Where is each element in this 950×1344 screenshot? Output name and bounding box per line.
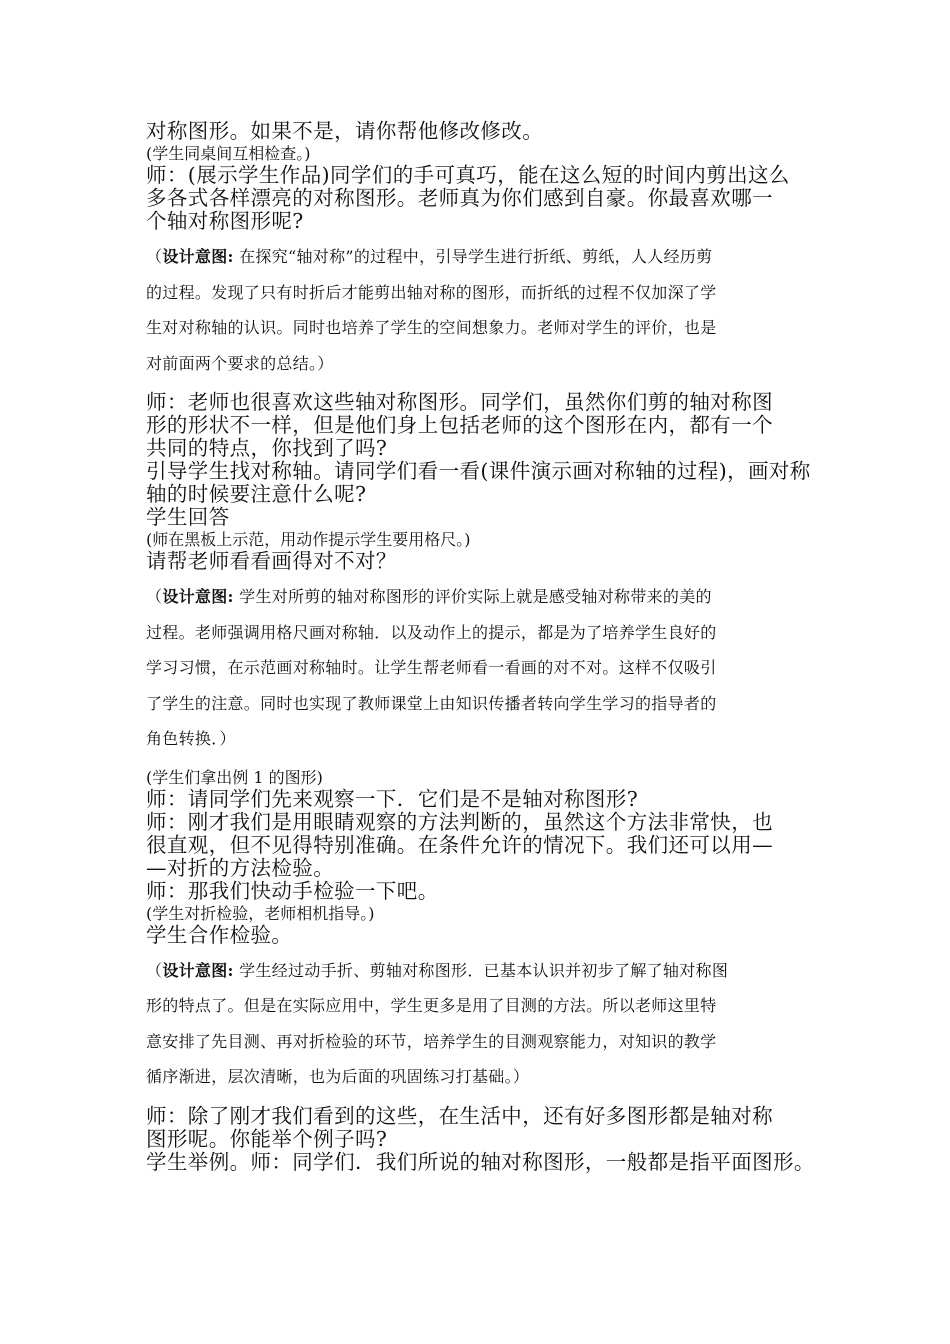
text-line: 师：那我们快动手检验一下吧。	[146, 878, 439, 903]
design-intent-label: 设计意图	[162, 960, 228, 980]
stage-direction: (学生同桌间互相检查。)	[146, 144, 311, 163]
note-line: 循序渐进，层次清晰，也为后面的巩固练习打基础。）	[146, 1067, 530, 1086]
stage-direction: (学生们拿出例 1 的图形)	[146, 767, 323, 787]
text-line: 学生回答	[146, 505, 230, 529]
note-line: 学习习惯，在示范画对称轴时。让学生帮老师看一看画的对不对。这样不仅吸引	[146, 658, 717, 677]
stage-direction: (师在黑板上示范，用动作提示学生要用格尺。)	[146, 530, 471, 549]
text-line: —对折的方法检验。	[146, 855, 335, 880]
text-line: 学生合作检验。	[146, 922, 293, 947]
text-line: 图形呢。你能举个例子吗?	[146, 1126, 388, 1151]
note-line: 学生经过动手折、剪轴对称图形．已基本认识并初步了解了轴对称图	[239, 960, 729, 980]
text-line: 个轴对称图形呢?	[146, 209, 304, 233]
text-line: 师：(展示学生作品)同学们的手可真巧，能在这么短的时间内剪出这么	[146, 163, 790, 187]
note-line: 对前面两个要求的总结。）	[146, 353, 334, 373]
design-intent-note: （设计意图: 在探究“轴对称”的过程中，引导学生进行折纸、剪纸，人人经历剪	[146, 247, 713, 266]
text-line: 引导学生找对称轴。请同学们看一看(课件演示画对称轴的过程)，画对称	[146, 459, 811, 483]
note-line: 学生对所剪的轴对称图形的评价实际上就是感受轴对称带来的美的	[239, 587, 712, 606]
design-intent-label: 设计意图	[162, 247, 228, 266]
text-line: 多各式各样漂亮的对称图形。老师真为你们感到自豪。你最喜欢哪一	[146, 186, 773, 210]
design-intent-note: （设计意图: 学生经过动手折、剪轴对称图形．已基本认识并初步了解了轴对称图	[146, 960, 729, 980]
note-line: 在探究“轴对称”的过程中，引导学生进行折纸、剪纸，人人经历剪	[239, 247, 713, 266]
text-line: 形的形状不一样，但是他们身上包括老师的这个图形在内，都有一个	[146, 413, 773, 437]
text-line: 师：请同学们先来观察一下．它们是不是轴对称图形?	[146, 786, 639, 811]
note-line: 的过程。发现了只有时折后才能剪出轴对称的图形，而折纸的过程不仅加深了学	[146, 282, 717, 302]
text-line: 师：老师也很喜欢这些轴对称图形。同学们，虽然你们剪的轴对称图	[146, 390, 773, 414]
text-line: 请帮老师看看画得对不对？	[146, 549, 397, 573]
text-line: 对称图形。如果不是，请你帮他修改修改。	[146, 119, 544, 143]
text-line: 很直观，但不见得特别准确。在条件允许的情况下。我们还可以用—	[146, 832, 773, 857]
note-line: 了学生的注意。同时也实现了教师课堂上由知识传播者转向学生学习的指导者的	[146, 693, 717, 713]
text-line: 共同的特点，你找到了吗?	[146, 436, 388, 460]
text-line: 学生举例。师：同学们．我们所说的轴对称图形，一般都是指平面图形。	[146, 1149, 815, 1174]
design-intent-label: 设计意图	[162, 587, 228, 606]
stage-direction: (学生对折检验，老师相机指导。)	[146, 903, 375, 923]
text-line: 师：除了刚才我们看到的这些，在生活中，还有好多图形都是轴对称	[146, 1103, 773, 1128]
note-line: 过程。老师强调用格尺画对称轴．以及动作上的提示，都是为了培养学生良好的	[146, 622, 717, 642]
note-line: 生对对称轴的认识。同时也培养了学生的空间想象力。老师对学生的评价，也是	[146, 318, 717, 337]
note-line: 形的特点了。但是在实际应用中，学生更多是用了目测的方法。所以老师这里特	[146, 996, 717, 1015]
note-line: 角色转换．）	[146, 729, 236, 748]
text-line: 师：刚才我们是用眼睛观察的方法判断的，虽然这个方法非常快，也	[146, 809, 773, 834]
design-intent-note: （设计意图: 学生对所剪的轴对称图形的评价实际上就是感受轴对称带来的美的	[146, 587, 712, 606]
text-line: 轴的时候要注意什么呢?	[146, 482, 367, 506]
document-body	[146, 120, 826, 1174]
note-line: 意安排了先目测、再对折检验的环节，培养学生的目测观察能力，对知识的教学	[146, 1031, 717, 1051]
